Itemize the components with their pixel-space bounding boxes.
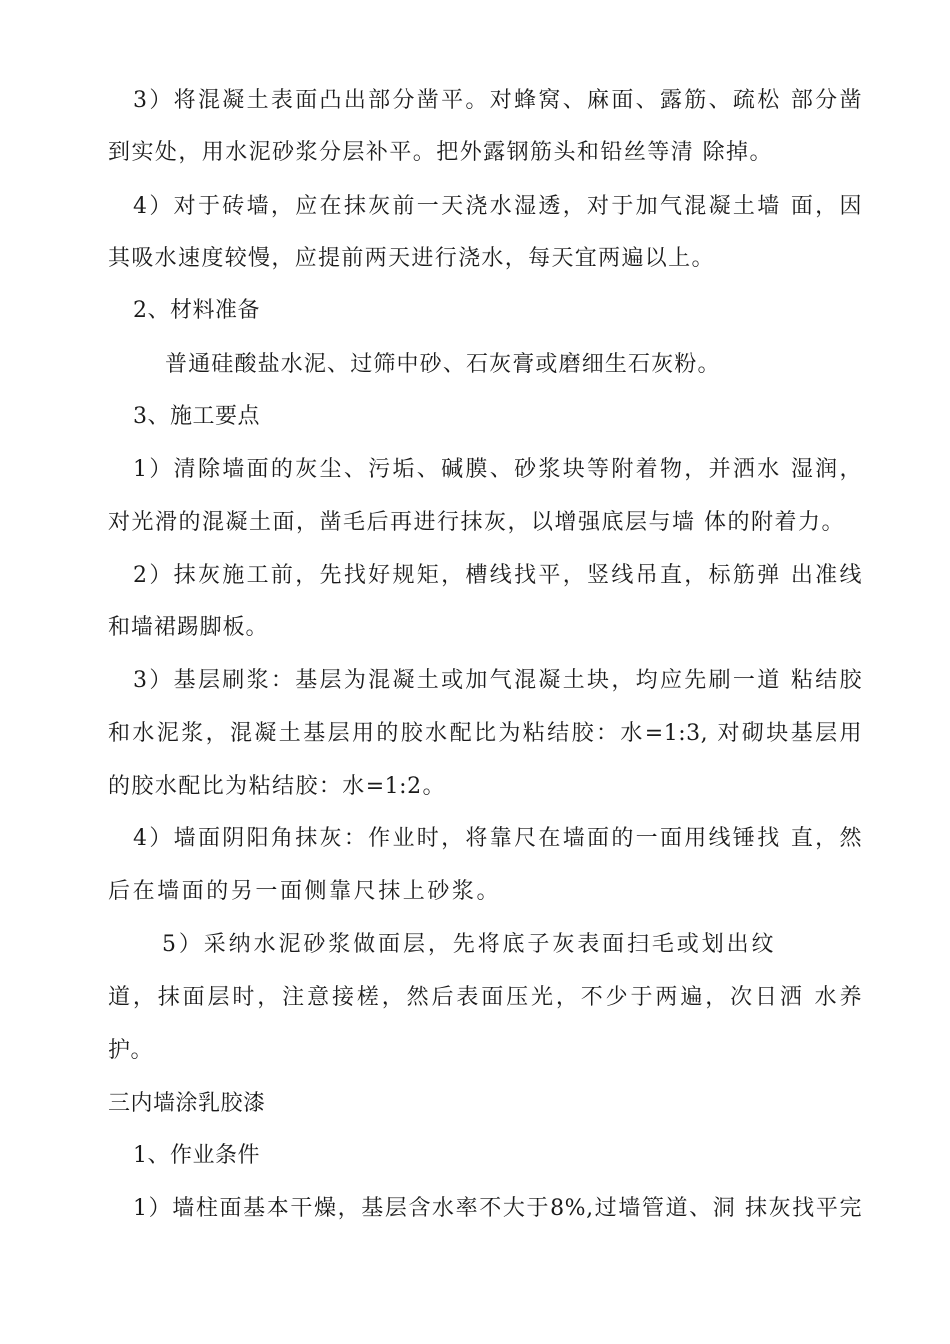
- paragraph-line: 和水泥浆，混凝土基层用的胶水配比为粘结胶：水=1:3, 对砌块基层用: [108, 721, 862, 746]
- paragraph-line: 3）将混凝土表面凸出部分凿平。对蜂窝、麻面、露筋、疏松 部分凿: [133, 88, 862, 113]
- paragraph-line: 护。: [108, 1038, 154, 1063]
- paragraph-line: 4）墙面阴阳角抹灰：作业时，将靠尺在墙面的一面用线锤找 直，然: [133, 826, 862, 851]
- paragraph-line: 普通硅酸盐水泥、过筛中砂、石灰膏或磨细生石灰粉。: [165, 352, 720, 377]
- section-heading: 2、材料准备: [133, 298, 260, 323]
- chapter-heading: 三内墙涂乳胶漆: [108, 1091, 266, 1116]
- section-heading: 1、作业条件: [133, 1143, 260, 1168]
- paragraph-line: 道，抹面层时，注意接槎，然后表面压光，不少于两遍，次日洒 水养: [108, 985, 862, 1010]
- paragraph-line: 3）基层刷浆：基层为混凝土或加气混凝土块，均应先刷一道 粘结胶: [133, 668, 862, 693]
- section-heading: 3、施工要点: [133, 404, 260, 429]
- paragraph-line: 1）墙柱面基本干燥，基层含水率不大于8%,过墙管道、洞 抹灰找平完: [133, 1196, 862, 1221]
- paragraph-line: 4）对于砖墙，应在抹灰前一天浇水湿透，对于加气混凝土墙 面，因: [133, 194, 862, 219]
- paragraph-line: 后在墙面的另一面侧靠尺抹上砂浆。: [108, 879, 499, 904]
- paragraph-line: 1）清除墙面的灰尘、污垢、碱膜、砂浆块等附着物，并洒水 湿润，: [133, 457, 862, 482]
- paragraph-line: 到实处，用水泥砂浆分层补平。把外露钢筋头和铅丝等清 除掉。: [108, 140, 772, 165]
- paragraph-line: 和墙裙踢脚板。: [108, 615, 268, 640]
- paragraph-line: 5）采纳水泥砂浆做面层，先将底子灰表面扫毛或划出纹: [162, 932, 774, 957]
- paragraph-line: 的胶水配比为粘结胶：水=1:2。: [108, 774, 445, 799]
- paragraph-line: 其吸水速度较慢，应提前两天进行浇水，每天宜两遍以上。: [108, 246, 714, 271]
- paragraph-line: 2）抹灰施工前，先找好规矩，槽线找平，竖线吊直，标筋弹 出准线: [133, 563, 862, 588]
- paragraph-line: 对光滑的混凝土面，凿毛后再进行抹灰，以增强底层与墙 体的附着力。: [108, 510, 844, 535]
